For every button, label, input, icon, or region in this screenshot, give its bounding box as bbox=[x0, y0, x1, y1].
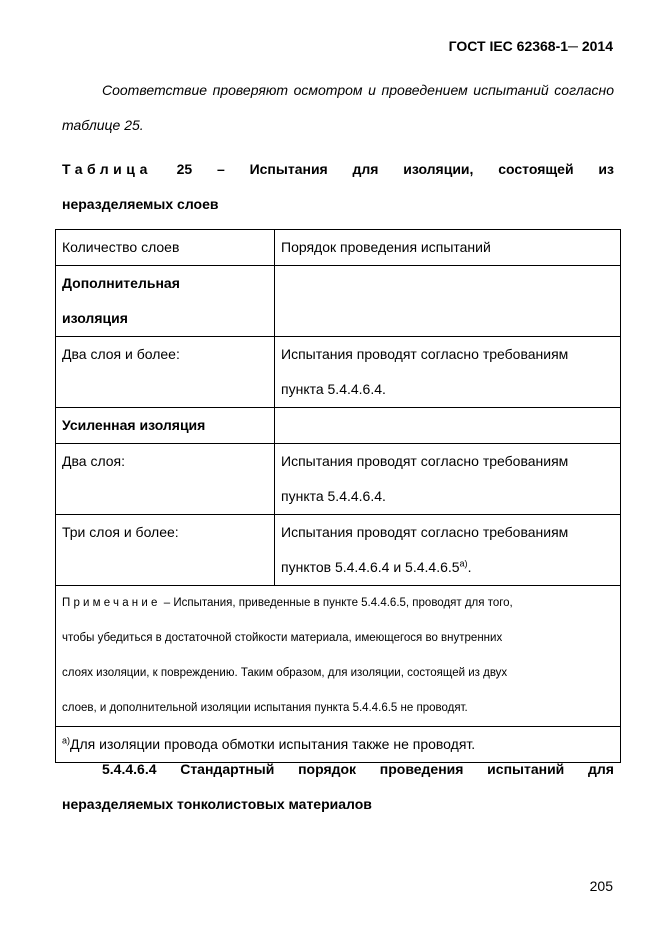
caption-line-2: неразделяемых слоев bbox=[62, 196, 219, 212]
note-text: – Испытания, приведенные в пункте 5.4.4.6.5, проводят для того, bbox=[160, 597, 513, 609]
caption-word: для bbox=[352, 161, 379, 177]
caption-word: из bbox=[598, 161, 614, 177]
caption-word: состоящей bbox=[498, 161, 574, 177]
table-row bbox=[56, 337, 621, 408]
layers-cell: Два слоя: bbox=[56, 444, 275, 515]
table-section-row bbox=[56, 408, 621, 444]
procedure-line: Испытания проводят согласно требованиям bbox=[281, 453, 569, 469]
header-layers-count: Количество слоев bbox=[56, 230, 275, 266]
note-line: слоев, и дополнительной изоляции испытания пункта 5.4.4.6.5 не проводят. bbox=[62, 702, 468, 714]
table-note bbox=[56, 586, 621, 727]
page-number: 205 bbox=[589, 878, 613, 894]
note-line: чтобы убедиться в достаточной стойкости материала, имеющегося во внутренних bbox=[62, 632, 503, 644]
layers-cell: Два слоя и более: bbox=[56, 337, 275, 408]
caption-word: – bbox=[217, 161, 225, 177]
note-line: слоях изоляции, к повреждению. Таким образом, для изоляции, состоящей из двух bbox=[62, 667, 508, 679]
note-line bbox=[62, 586, 614, 621]
caption-line-1 bbox=[62, 152, 614, 187]
section-word: для bbox=[588, 761, 614, 777]
caption-label: Таблица bbox=[62, 161, 152, 177]
section-reinforced-insulation: Усиленная изоляция bbox=[56, 408, 275, 444]
footnote-ref: а) bbox=[459, 558, 468, 569]
section-heading-line-2: неразделяемых тонколистовых материалов bbox=[62, 796, 372, 812]
table-header-row bbox=[56, 230, 621, 266]
table-section-row bbox=[56, 266, 621, 337]
header-test-procedure: Порядок проведения испытаний bbox=[275, 230, 621, 266]
procedure-cell bbox=[275, 515, 621, 586]
section-word: испытаний bbox=[487, 761, 565, 777]
procedure-line: Испытания проводят согласно требованиям bbox=[281, 524, 569, 540]
procedure-cell bbox=[275, 444, 621, 515]
section-heading bbox=[62, 752, 614, 822]
footnote-text: Для изоляции провода обмотки испытания также не проводят. bbox=[70, 736, 476, 752]
layers-cell: Три слоя и более: bbox=[56, 515, 275, 586]
table-note-row bbox=[56, 586, 621, 727]
section-word: порядок bbox=[298, 761, 357, 777]
caption-word: 25 bbox=[176, 161, 193, 177]
empty-cell bbox=[275, 408, 621, 444]
caption-word: изоляции, bbox=[403, 161, 474, 177]
section-number: 5.4.4.6.4 bbox=[102, 761, 157, 777]
table-row bbox=[56, 515, 621, 586]
table-caption bbox=[62, 152, 614, 222]
procedure-line: пункта 5.4.4.6.4. bbox=[281, 381, 386, 397]
note-label: Примечание bbox=[62, 597, 161, 609]
section-label-line: изоляция bbox=[62, 310, 128, 326]
footnote-mark: а) bbox=[62, 735, 71, 746]
procedure-text: пунктов 5.4.4.6.4 и 5.4.4.6.5 bbox=[281, 559, 460, 575]
section-supplementary-insulation bbox=[56, 266, 275, 337]
procedure-line: пункта 5.4.4.6.4. bbox=[281, 488, 386, 504]
table-row bbox=[56, 444, 621, 515]
intro-paragraph bbox=[62, 73, 614, 143]
section-heading-line-1 bbox=[62, 752, 614, 787]
insulation-tests-table bbox=[55, 229, 621, 763]
empty-cell bbox=[275, 266, 621, 337]
procedure-cell bbox=[275, 337, 621, 408]
section-word: проведения bbox=[379, 761, 464, 777]
procedure-line bbox=[281, 550, 614, 585]
section-label-line: Дополнительная bbox=[62, 275, 180, 291]
caption-word: Испытания bbox=[249, 161, 328, 177]
procedure-end: . bbox=[467, 559, 472, 575]
section-word: Стандартный bbox=[180, 761, 275, 777]
intro-text: Соответствие проверяют осмотром и проведением испытаний согласно таблице 25. bbox=[62, 82, 614, 133]
procedure-line: Испытания проводят согласно требованиям bbox=[281, 346, 569, 362]
document-header: ГОСТ IEC 62368-1─ 2014 bbox=[448, 38, 613, 54]
